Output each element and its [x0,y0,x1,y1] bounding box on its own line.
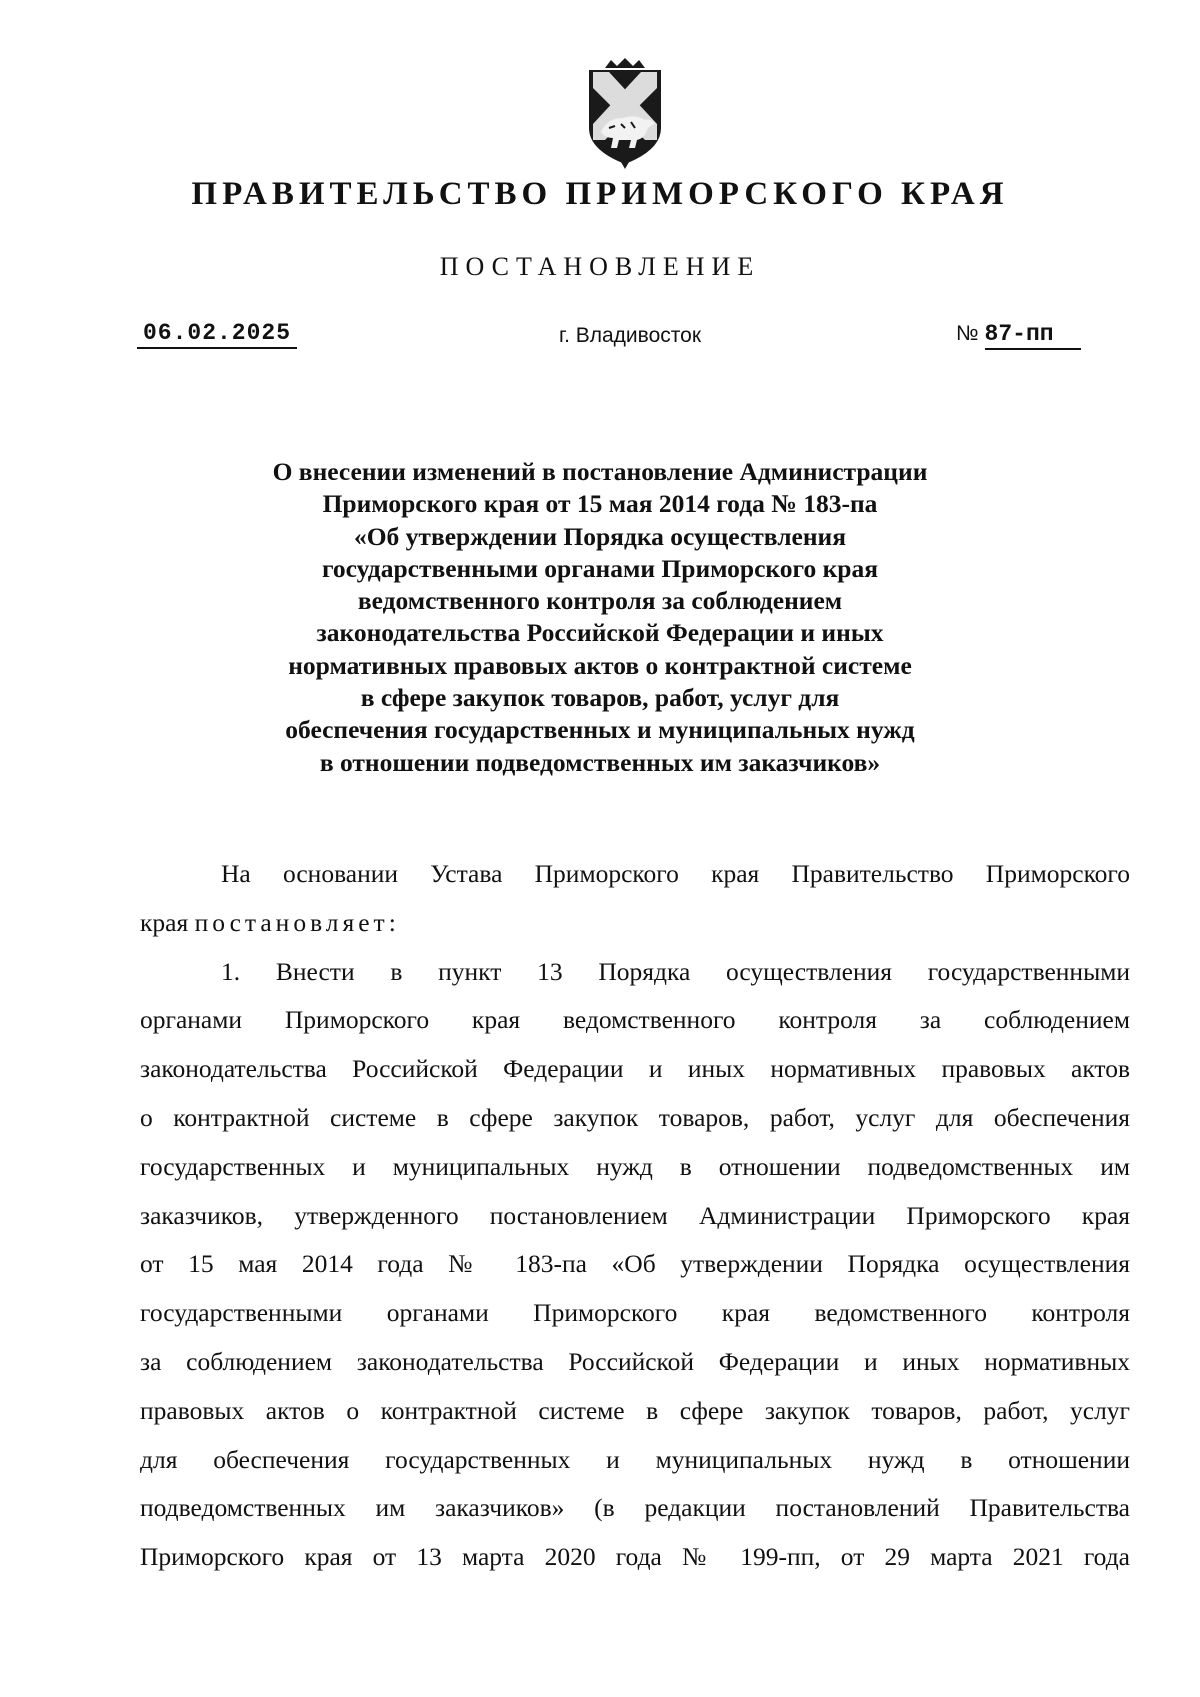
title-line: в отношении подведомственных им заказчиков» [319,747,881,777]
title-line: в сфере закупок товаров, работ, услуг для [360,683,840,713]
preamble-line: На основании Устава Приморского края Правительство Приморского [221,859,1130,888]
paragraph-line: заказчиков, утвержденного постановлением Администрации Приморского края [140,1200,1130,1230]
paragraph-line: правовых актов о контрактной системе в сфере закупок товаров, работ, услуг [140,1395,1130,1425]
paragraph-line: о контрактной системе в сфере закупок товаров, работ, услуг для обеспечения [140,1102,1130,1132]
paragraph-line: за соблюдением законодательства Российской Федерации и иных нормативных [140,1346,1130,1376]
title-line: «Об утверждении Порядка осуществления [353,521,847,551]
title-line: законодательства Российской Федерации и иных [316,618,884,648]
paragraph-line: государственными органами Приморского края ведомственного контроля [140,1298,1130,1328]
paragraph-line: 1. Внести в пункт 13 Порядка осуществления государственными [221,956,1130,986]
title-line: О внесении изменений в постановление Администрации [272,457,928,486]
title-line: Приморского края от 15 мая 2014 года № 183-па [322,489,878,519]
title-line: нормативных правовых актов о контрактной системе [288,650,912,680]
preamble-prefix: края [140,907,189,937]
paragraph-line: законодательства Российской Федерации и иных нормативных правовых актов [140,1054,1130,1084]
number-sign: № [956,322,979,345]
title-line: государственными органами Приморского края [321,553,879,583]
paragraph-line: органами Приморского края ведомственного контроля за соблюдением [140,1005,1130,1035]
title-line: ведомственного контроля за соблюдением [357,586,843,616]
government-title: ПРАВИТЕЛЬСТВО ПРИМОРСКОГО КРАЯ [191,176,1009,212]
paragraph-line: государственных и муниципальных нужд в отношении подведомственных им [140,1151,1130,1181]
document-title [150,456,1050,779]
paragraph-line: Приморского края от 13 марта 2020 года № 199-пп, от 29 марта 2021 года [140,1542,1130,1572]
document-type: ПОСТАНОВЛЕНИЕ [439,252,761,281]
title-line: обеспечения государственных и муниципальных нужд [285,715,915,745]
document-number-field [956,320,1081,350]
resolves-keyword: постановляет: [194,907,400,937]
preamble-line [140,899,1130,948]
document-body [140,850,1130,1582]
paragraph-line: для обеспечения государственных и муниципальных нужд в отношении [140,1444,1130,1474]
coat-of-arms-icon [575,58,675,170]
document-date: 06.02.2025 [137,320,297,349]
document-city: г. Владивосток [558,324,702,347]
paragraph-line: от 15 мая 2014 года № 183-па «Об утверждении Порядка осуществления [140,1249,1130,1279]
document-number: 87-пп [985,321,1081,350]
paragraph-line: подведомственных им заказчиков» (в редакции постановлений Правительства [140,1493,1130,1523]
